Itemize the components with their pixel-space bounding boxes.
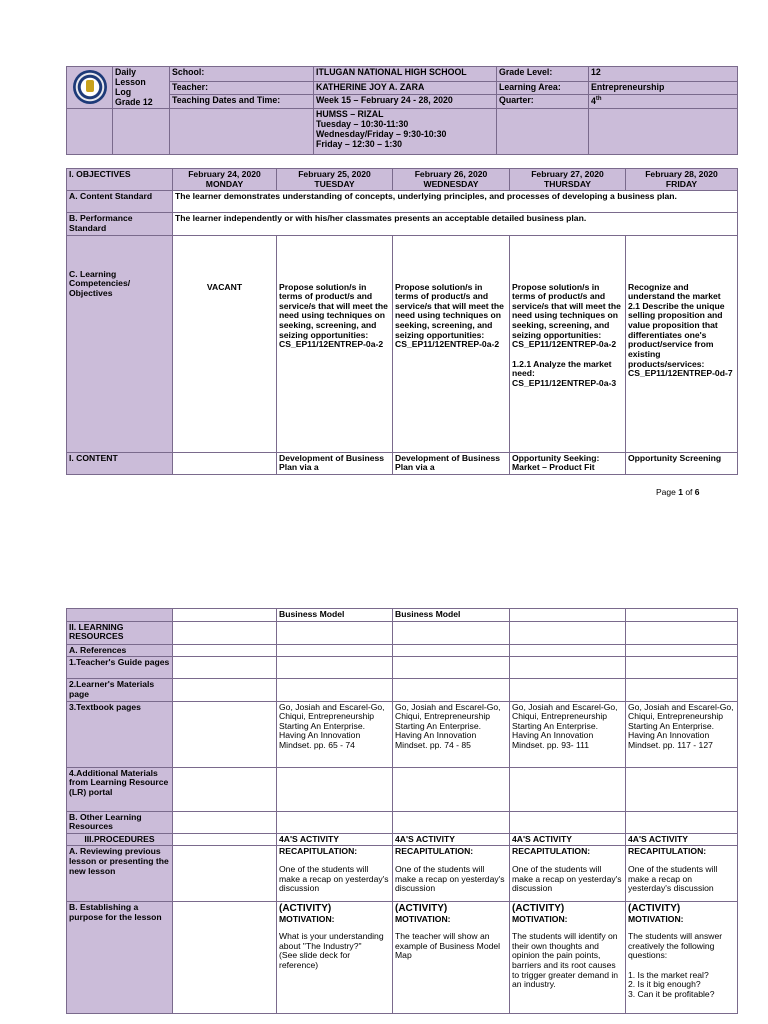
motivation-wednesday: (ACTIVITY) MOTIVATION: The teacher will show an example of Business Model Map — [393, 902, 510, 1014]
motivation-friday: (ACTIVITY) MOTIVATION: The students will answer creatively the following questions: 1. Is the market real? 2. Is it big enough? 3. Can it be profitable? — [626, 902, 738, 1014]
textbook-thursday: Go, Josiah and Escarel-Go, Chiqui, Entrepreneurship Starting An Enterprise. Having An Innovation Mindset. pp. 93- 111 — [510, 701, 626, 767]
purpose-label: B. Establishing a purpose for the lesson — [67, 902, 173, 1014]
content-cont-tuesday: Business Model — [277, 609, 393, 622]
activity-wednesday: 4A'S ACTIVITY — [393, 833, 510, 846]
content-friday: Opportunity Screening — [626, 452, 738, 474]
quarter-label: Quarter: — [497, 94, 589, 109]
activity-thursday: 4A'S ACTIVITY — [510, 833, 626, 846]
learners-materials-label: 2.Learner's Materials page — [67, 679, 173, 701]
teacher-value: KATHERINE JOY A. ZARA — [314, 81, 497, 94]
class-schedule: HUMSS – RIZAL Tuesday – 10:30-11:30 Wednesday/Friday – 9:30-10:30 Friday – 12:30 – 1:30 — [314, 109, 497, 155]
additional-materials-label: 4.Additional Materials from Learning Resource (LR) portal — [67, 767, 173, 811]
procedures-heading: III.PROCEDURES — [67, 833, 173, 846]
content-standard-label: A. Content Standard — [67, 191, 173, 213]
objectives-table — [66, 168, 738, 475]
content-cont-thursday — [510, 609, 626, 622]
teachers-guide-label: 1.Teacher's Guide pages — [67, 657, 173, 679]
textbook-label: 3.Textbook pages — [67, 701, 173, 767]
log-title: Daily Lesson Log Grade 12 — [113, 67, 170, 109]
deped-seal-icon — [73, 70, 107, 104]
content-thursday: Opportunity Seeking: Market – Product Fit — [510, 452, 626, 474]
quarter-value: 4th — [589, 94, 738, 109]
grade-value: 12 — [589, 67, 738, 82]
textbook-wednesday: Go, Josiah and Escarel-Go, Chiqui, Entrepreneurship Starting An Enterprise. Having An Innovation Mindset. pp. 74 - 85 — [393, 701, 510, 767]
school-label: School: — [170, 67, 314, 82]
area-label: Learning Area: — [497, 81, 589, 94]
recap-wednesday: RECAPITULATION: One of the students will make a recap on yesterday's discussion — [393, 846, 510, 902]
content-label: I. CONTENT — [67, 452, 173, 474]
content-tuesday: Development of Business Plan via a — [277, 452, 393, 474]
other-resources-label: B. Other Learning Resources — [67, 811, 173, 833]
performance-standard-label: B. Performance Standard — [67, 213, 173, 235]
activity-monday — [173, 833, 277, 846]
textbook-tuesday: Go, Josiah and Escarel-Go, Chiqui, Entrepreneurship Starting An Enterprise. Having An Innovation Mindset. pp. 65 - 74 — [277, 701, 393, 767]
content-monday — [173, 452, 277, 474]
motivation-tuesday: (ACTIVITY) MOTIVATION: What is your understanding about "The Industry?" (See slide deck for reference) — [277, 902, 393, 1014]
textbook-friday: Go, Josiah and Escarel-Go, Chiqui, Entrepreneurship Starting An Enterprise. Having An Innovation Mindset. pp. 117 - 127 — [626, 701, 738, 767]
activity-friday: 4A'S ACTIVITY — [626, 833, 738, 846]
dates-label: Teaching Dates and Time: — [170, 94, 314, 109]
competency-wednesday: Propose solution/s in terms of product/s and service/s that will meet the need using techniques on seeking, screening, and seizing opportunities: CS_EP11/12ENTREP-0a-2 — [393, 235, 510, 452]
grade-label: Grade Level: — [497, 67, 589, 82]
competency-friday: Recognize and understand the market 2.1 Describe the unique selling proposition and value proposition that differentiates one's product/service from existing products/services: CS_EP11/12ENTREP-0d-7 — [626, 235, 738, 452]
area-value: Entrepreneurship — [589, 81, 738, 94]
resources-heading: II. LEARNING RESOURCES — [67, 621, 173, 644]
school-value: ITLUGAN NATIONAL HIGH SCHOOL — [314, 67, 497, 82]
content-wednesday: Development of Business Plan via a — [393, 452, 510, 474]
recap-monday — [173, 846, 277, 902]
resources-procedures-table — [66, 608, 738, 1014]
content-cont-friday — [626, 609, 738, 622]
dates-value: Week 15 – February 24 - 28, 2020 — [314, 94, 497, 109]
recap-friday: RECAPITULATION: One of the students will make a recap on yesterday's discussion — [626, 846, 738, 902]
day-header-wednesday: February 26, 2020 WEDNESDAY — [393, 169, 510, 191]
day-header-tuesday: February 25, 2020 TUESDAY — [277, 169, 393, 191]
day-header-thursday: February 27, 2020 THURSDAY — [510, 169, 626, 191]
day-header-monday: February 24, 2020 MONDAY — [173, 169, 277, 191]
recap-tuesday: RECAPITULATION: One of the students will make a recap on yesterday's discussion — [277, 846, 393, 902]
reviewing-label: A. Reviewing previous lesson or presenting the new lesson — [67, 846, 173, 902]
day-header-friday: February 28, 2020 FRIDAY — [626, 169, 738, 191]
performance-standard-text: The learner independently or with his/her classmates presents an acceptable detailed business plan. — [173, 213, 738, 235]
header-table — [66, 66, 738, 155]
content-standard-text: The learner demonstrates understanding of concepts, underlying principles, and processes of developing a business plan. — [173, 191, 738, 213]
recap-thursday: RECAPITULATION: One of the students will make a recap on yesterday's discussion — [510, 846, 626, 902]
competency-thursday: Propose solution/s in terms of product/s and service/s that will meet the need using techniques on seeking, screening, and seizing opportunities: CS_EP11/12ENTREP-0a-2 1.2.1 Analyze the market need: CS_EP11/12ENTREP-0a-3 — [510, 235, 626, 452]
teacher-label: Teacher: — [170, 81, 314, 94]
content-cont-monday — [173, 609, 277, 622]
textbook-monday — [173, 701, 277, 767]
objectives-heading: I. OBJECTIVES — [67, 169, 173, 191]
competency-monday: VACANT — [173, 235, 277, 452]
competency-tuesday: Propose solution/s in terms of product/s and service/s that will meet the need using techniques on seeking, screening, and seizing opportunities: CS_EP11/12ENTREP-0a-2 — [277, 235, 393, 452]
activity-tuesday: 4A'S ACTIVITY — [277, 833, 393, 846]
deped-seal-cell — [67, 67, 113, 109]
page-number: Page 1 of 6 — [656, 487, 700, 497]
motivation-thursday: (ACTIVITY) MOTIVATION: The students will identify on their own thoughts and opinion the pain points, barriers and its root causes to trigger greater demand in an industry. — [510, 902, 626, 1014]
content-cont-wednesday: Business Model — [393, 609, 510, 622]
motivation-monday — [173, 902, 277, 1014]
references-label: A. References — [67, 644, 173, 657]
competencies-label: C. Learning Competencies/ Objectives — [67, 235, 173, 452]
